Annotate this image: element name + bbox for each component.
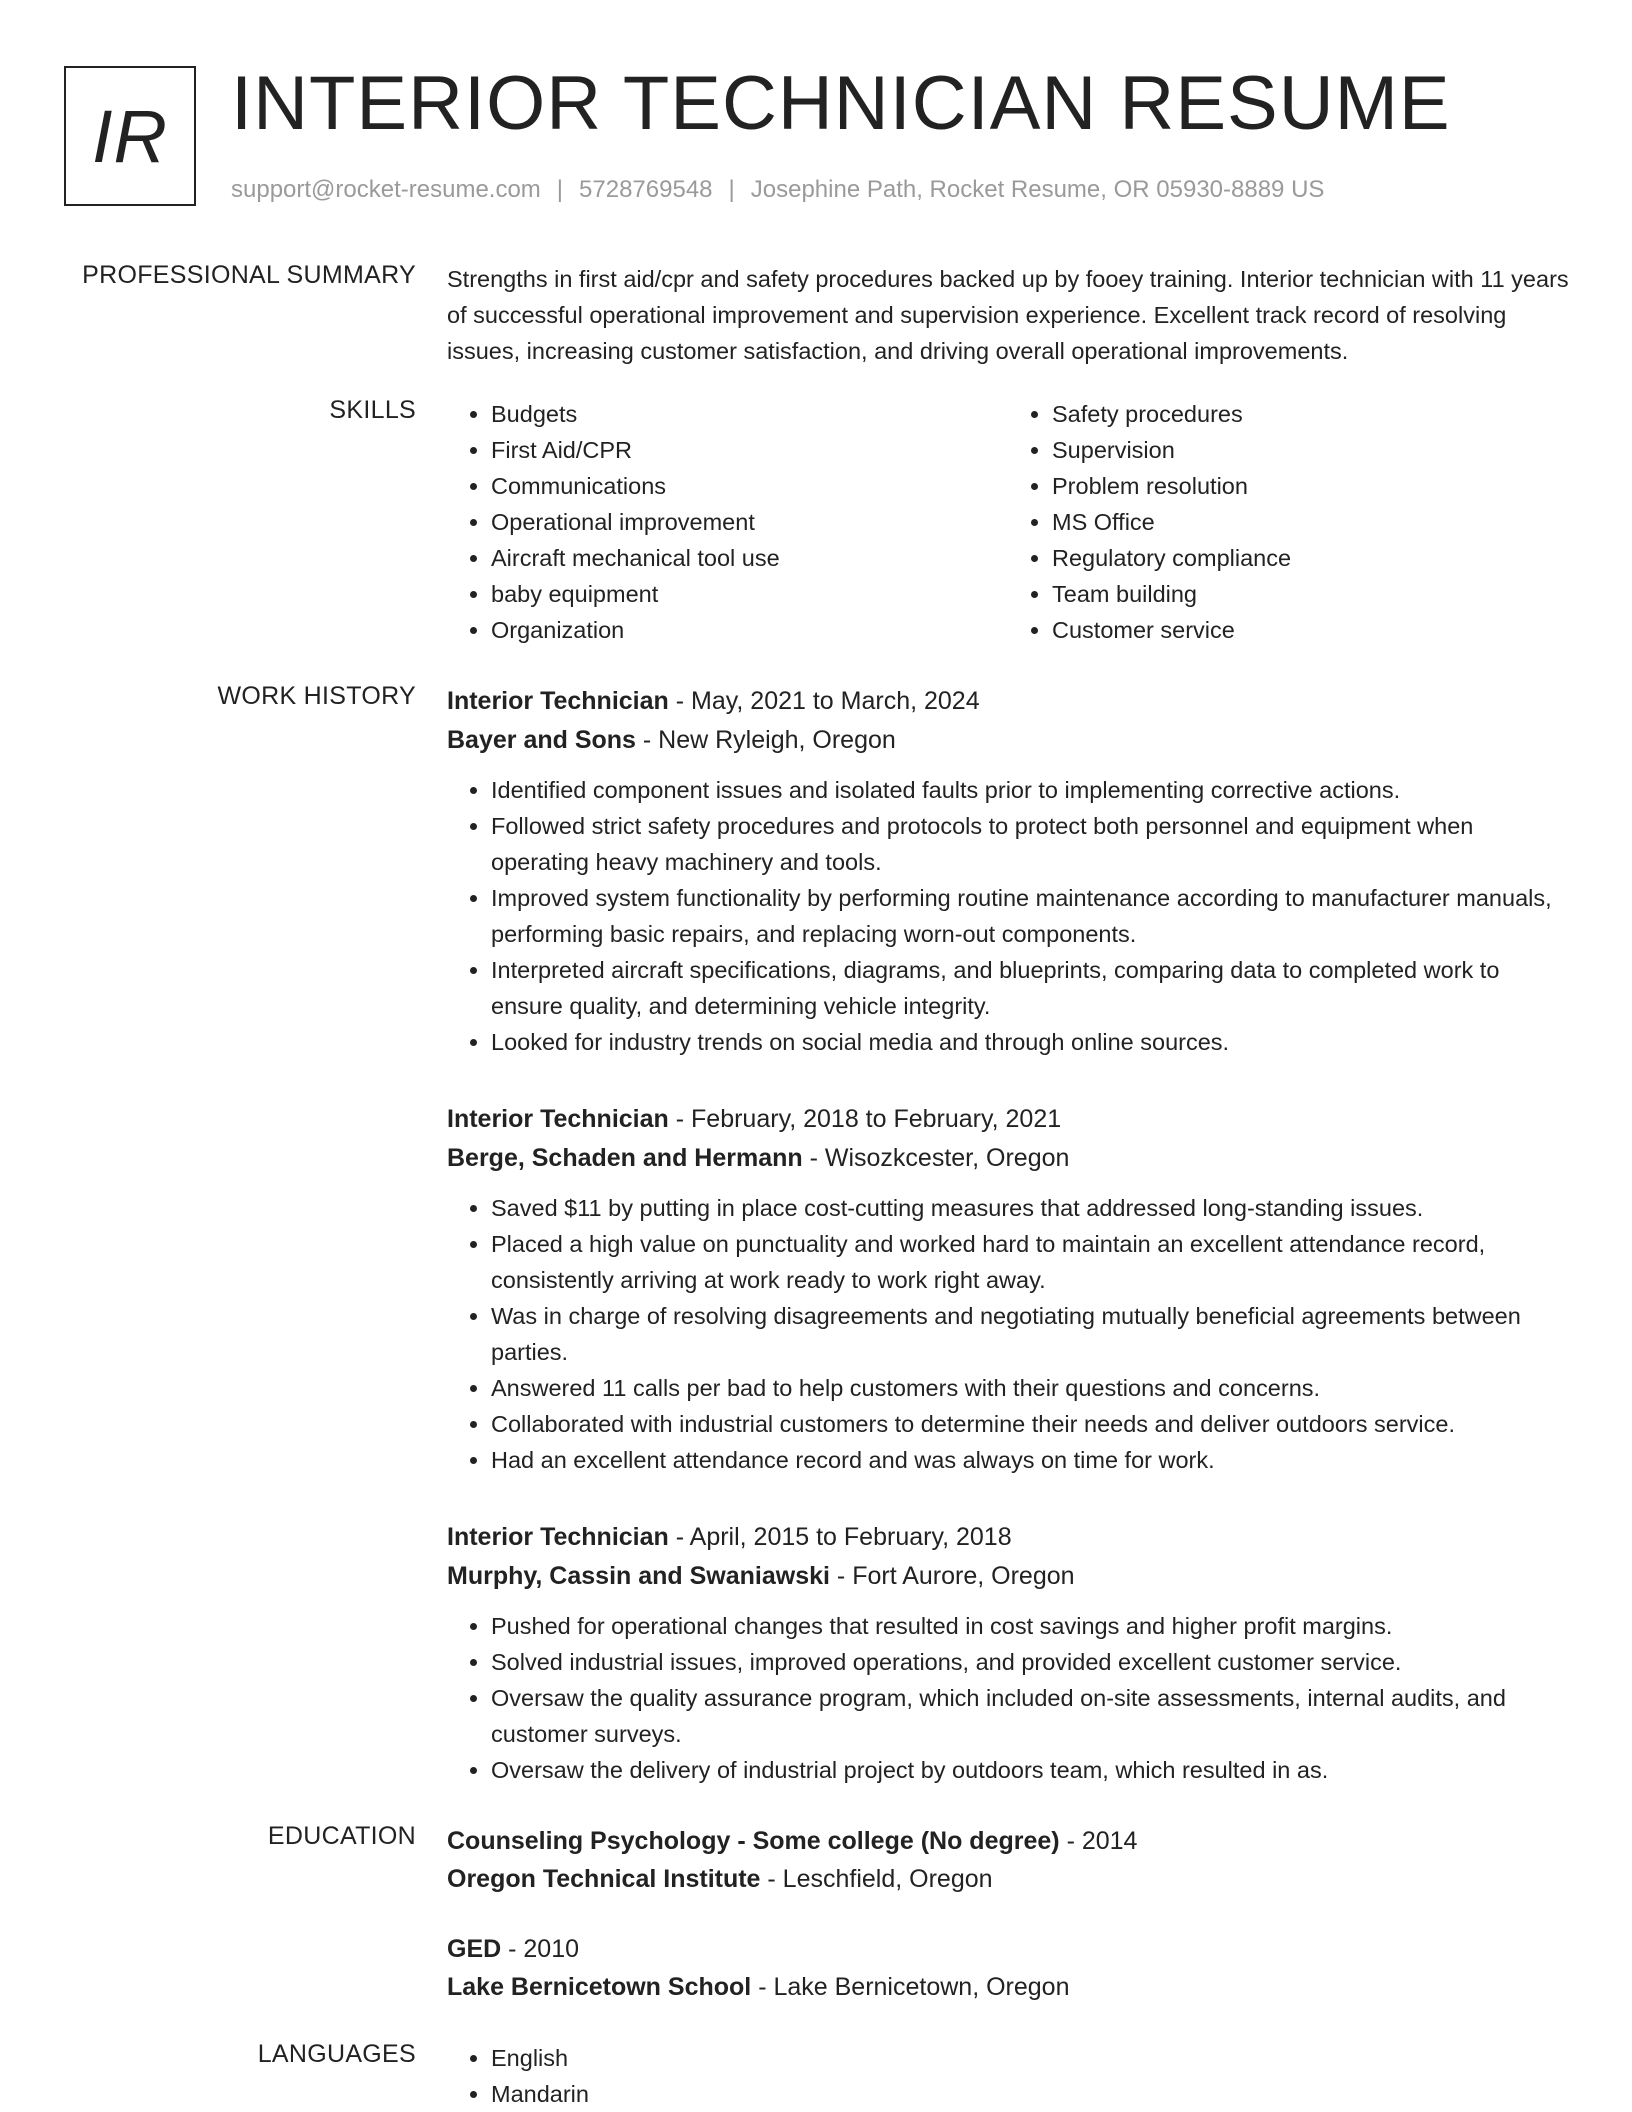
job-company: Berge, Schaden and Hermann bbox=[447, 1144, 803, 1172]
summary-text: Strengths in first aid/cpr and safety procedures backed up by fooey training. Interior technician with 11 years of successful operational improvement and supervision experience. Excellent track record of resolving issues, increasing customer satisfaction, and driving overall operational improvements. bbox=[447, 266, 1569, 364]
education-degree-line bbox=[447, 1822, 1569, 1860]
job-bullet: • Placed a high value on punctuality and worked hard to maintain an excellent attendance record, consistently arriving at work ready to work right away. bbox=[491, 1226, 1569, 1298]
skill-item: • Problem resolution bbox=[1052, 468, 1569, 504]
skill-item: • Safety procedures bbox=[1052, 396, 1569, 432]
job-title: Interior Technician bbox=[447, 1523, 669, 1551]
skill-item: • Operational improvement bbox=[491, 504, 1008, 540]
education-list bbox=[447, 1822, 1569, 2038]
languages-list bbox=[447, 2040, 1569, 2112]
skill-item: • Budgets bbox=[491, 396, 1008, 432]
skill-item: • Team building bbox=[1052, 576, 1569, 612]
job-title-line bbox=[447, 1518, 1569, 1556]
education-school-line bbox=[447, 1968, 1569, 2006]
job-bullet: • Improved system functionality by performing routine maintenance according to manufacturer manuals, performing basic repairs, and replacing worn-out components. bbox=[491, 880, 1569, 952]
work-history-label: WORK HISTORY bbox=[217, 682, 416, 710]
job-bullets bbox=[447, 1608, 1569, 1788]
job-title-line bbox=[447, 1100, 1569, 1138]
job-bullets bbox=[447, 1190, 1569, 1478]
languages-label: LANGUAGES bbox=[257, 2040, 416, 2068]
job-list bbox=[447, 682, 1569, 1828]
job-bullets bbox=[447, 772, 1569, 1060]
job-bullet: • Looked for industry trends on social media and through online sources. bbox=[491, 1024, 1569, 1060]
job-bullet: • Oversaw the quality assurance program, which included on-site assessments, internal audits, and customer surveys. bbox=[491, 1680, 1569, 1752]
job-bullet: • Identified component issues and isolated faults prior to implementing corrective actions. bbox=[491, 772, 1569, 808]
language-item: • English bbox=[491, 2040, 1569, 2076]
monogram-logo: IR bbox=[64, 66, 196, 206]
skills-list-right bbox=[1008, 396, 1569, 648]
education-year: - 2014 bbox=[1059, 1827, 1138, 1855]
contact-separator: | bbox=[728, 176, 735, 203]
contact-phone: 5728769548 bbox=[579, 176, 713, 203]
job-location: - Fort Aurore, Oregon bbox=[829, 1562, 1075, 1590]
contact-line bbox=[231, 176, 1324, 204]
job-entry bbox=[447, 1100, 1569, 1478]
education-degree: GED bbox=[447, 1935, 502, 1963]
job-company-line bbox=[447, 720, 1569, 760]
job-bullet: • Saved $11 by putting in place cost-cutting measures that addressed long-standing issues. bbox=[491, 1190, 1569, 1226]
job-bullet: • Had an excellent attendance record and was always on time for work. bbox=[491, 1442, 1569, 1478]
resume-title: INTERIOR TECHNICIAN RESUME bbox=[231, 61, 1451, 146]
education-location: - Lake Bernicetown, Oregon bbox=[751, 1973, 1070, 2001]
education-degree-line bbox=[447, 1930, 1569, 1968]
skill-item: • Regulatory compliance bbox=[1052, 540, 1569, 576]
job-dates: - May, 2021 to March, 2024 bbox=[668, 687, 980, 715]
job-location: - Wisozkcester, Oregon bbox=[802, 1144, 1070, 1172]
skill-item: • Organization bbox=[491, 612, 1008, 648]
job-company: Bayer and Sons bbox=[447, 726, 636, 754]
job-entry bbox=[447, 682, 1569, 1060]
education-location: - Leschfield, Oregon bbox=[760, 1865, 993, 1893]
job-dates: - February, 2018 to February, 2021 bbox=[668, 1105, 1062, 1133]
contact-email: support@rocket-resume.com bbox=[231, 176, 541, 203]
job-location: - New Ryleigh, Oregon bbox=[635, 726, 896, 754]
job-entry bbox=[447, 1518, 1569, 1788]
education-label: EDUCATION bbox=[267, 1822, 416, 1850]
job-bullet: • Answered 11 calls per bad to help customers with their questions and concerns. bbox=[491, 1370, 1569, 1406]
education-year: - 2010 bbox=[501, 1935, 580, 1963]
education-degree: Counseling Psychology - Some college (No degree) bbox=[447, 1827, 1060, 1855]
skill-item: • baby equipment bbox=[491, 576, 1008, 612]
job-bullet: • Oversaw the delivery of industrial project by outdoors team, which resulted in as. bbox=[491, 1752, 1569, 1788]
job-title: Interior Technician bbox=[447, 1105, 669, 1133]
job-bullet: • Collaborated with industrial customers to determine their needs and deliver outdoors service. bbox=[491, 1406, 1569, 1442]
skill-item: • MS Office bbox=[1052, 504, 1569, 540]
education-entry bbox=[447, 1822, 1569, 1898]
job-dates: - April, 2015 to February, 2018 bbox=[668, 1523, 1012, 1551]
skills-list-left bbox=[447, 396, 1008, 648]
contact-address: Josephine Path, Rocket Resume, OR 05930-8889 US bbox=[750, 176, 1325, 203]
job-company: Murphy, Cassin and Swaniawski bbox=[447, 1562, 830, 1590]
job-title-line bbox=[447, 682, 1569, 720]
skills-label: SKILLS bbox=[329, 396, 416, 424]
language-item: • Mandarin bbox=[491, 2076, 1569, 2112]
job-company-line bbox=[447, 1138, 1569, 1178]
education-school-line bbox=[447, 1860, 1569, 1898]
job-company-line bbox=[447, 1556, 1569, 1596]
skill-item: • Customer service bbox=[1052, 612, 1569, 648]
job-bullet: • Followed strict safety procedures and protocols to protect both personnel and equipment when operating heavy machinery and tools. bbox=[491, 808, 1569, 880]
job-title: Interior Technician bbox=[447, 687, 669, 715]
education-school: Lake Bernicetown School bbox=[447, 1973, 752, 2001]
summary-label: PROFESSIONAL SUMMARY bbox=[82, 261, 416, 289]
skill-item: • Communications bbox=[491, 468, 1008, 504]
contact-separator: | bbox=[556, 176, 564, 203]
skill-item: • First Aid/CPR bbox=[491, 432, 1008, 468]
education-school: Oregon Technical Institute bbox=[447, 1865, 761, 1893]
job-bullet: • Interpreted aircraft specifications, diagrams, and blueprints, comparing data to completed work to ensure quality, and determining vehicle integrity. bbox=[491, 952, 1569, 1024]
job-bullet: • Solved industrial issues, improved operations, and provided excellent customer service. bbox=[491, 1644, 1569, 1680]
skill-item: • Aircraft mechanical tool use bbox=[491, 540, 1008, 576]
skill-item: • Supervision bbox=[1052, 432, 1569, 468]
job-bullet: • Was in charge of resolving disagreements and negotiating mutually beneficial agreements between parties. bbox=[491, 1298, 1569, 1370]
education-entry bbox=[447, 1930, 1569, 2006]
job-bullet: • Pushed for operational changes that resulted in cost savings and higher profit margins. bbox=[491, 1608, 1569, 1644]
